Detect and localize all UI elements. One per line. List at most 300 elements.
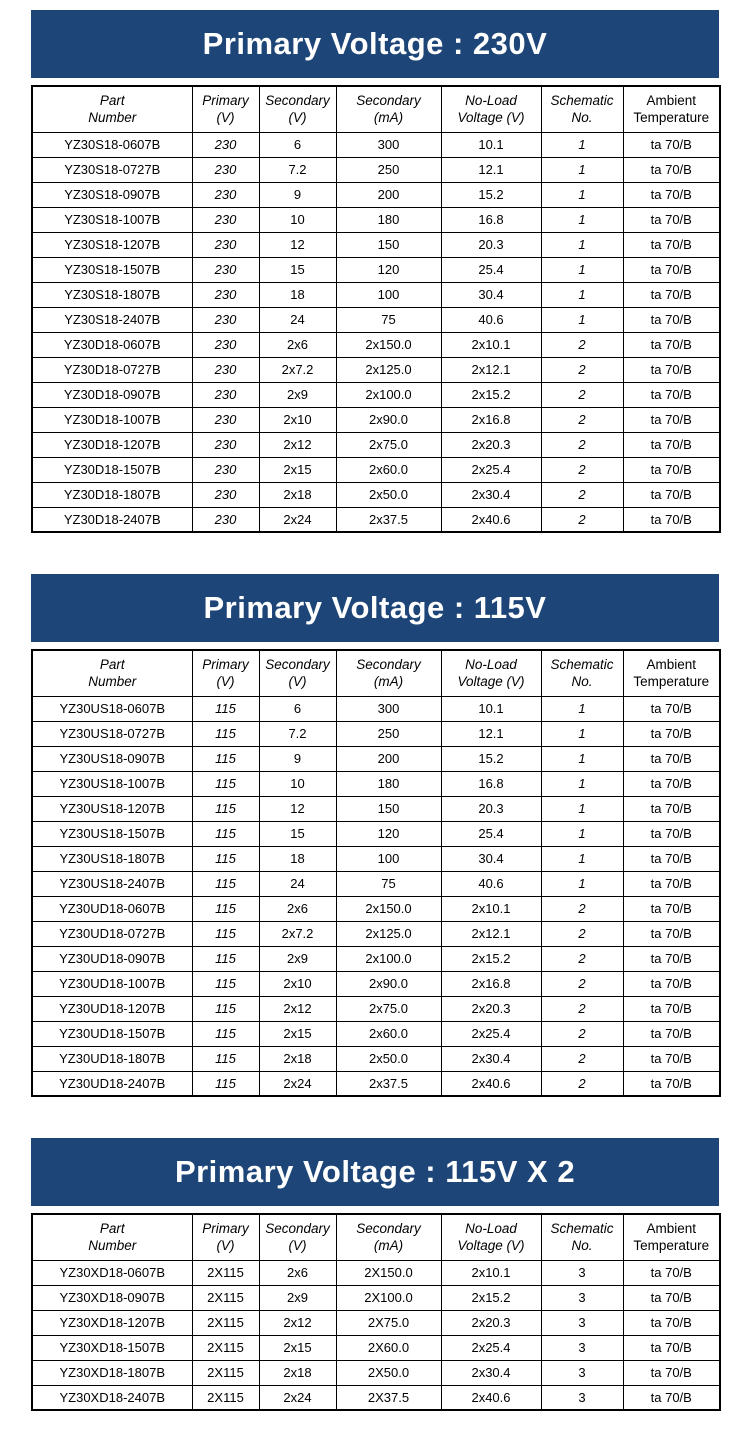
part-number-cell: YZ30D18-0607B [32, 332, 192, 357]
table-row [32, 921, 720, 946]
no-load-voltage-cell: 2x20.3 [441, 1310, 541, 1335]
no-load-voltage-cell: 30.4 [441, 846, 541, 871]
ambient-temperature-cell: ta 70/B [623, 157, 720, 182]
part-number-cell: YZ30US18-0607B [32, 696, 192, 721]
schematic-no-cell: 2 [541, 946, 623, 971]
no-load-voltage-cell: 2x40.6 [441, 507, 541, 532]
no-load-voltage-cell: 2x10.1 [441, 332, 541, 357]
part-number-cell: YZ30S18-1207B [32, 232, 192, 257]
secondary-current-cell: 2x150.0 [336, 332, 441, 357]
schematic-no-cell: 1 [541, 207, 623, 232]
primary-voltage-cell: 115 [192, 796, 259, 821]
schematic-no-cell: 2 [541, 357, 623, 382]
no-load-voltage-cell: 2x25.4 [441, 457, 541, 482]
part-number-cell: YZ30UD18-0907B [32, 946, 192, 971]
primary-voltage-cell: 115 [192, 871, 259, 896]
no-load-voltage-cell: 2x30.4 [441, 482, 541, 507]
schematic-no-cell: 1 [541, 157, 623, 182]
ambient-temperature-cell: ta 70/B [623, 382, 720, 407]
secondary-voltage-cell: 10 [259, 771, 336, 796]
secondary-voltage-cell: 9 [259, 182, 336, 207]
secondary-voltage-cell: 12 [259, 796, 336, 821]
table-row [32, 846, 720, 871]
column-header-part-number: Part Number [32, 86, 192, 132]
schematic-no-cell: 3 [541, 1335, 623, 1360]
secondary-current-cell: 2X60.0 [336, 1335, 441, 1360]
secondary-voltage-cell: 2x15 [259, 1021, 336, 1046]
table-row [32, 182, 720, 207]
ambient-temperature-cell: ta 70/B [623, 921, 720, 946]
secondary-voltage-cell: 12 [259, 232, 336, 257]
secondary-current-cell: 2X100.0 [336, 1285, 441, 1310]
column-header-primary-voltage: Primary (V) [192, 86, 259, 132]
ambient-temperature-cell: ta 70/B [623, 332, 720, 357]
part-number-cell: YZ30D18-1007B [32, 407, 192, 432]
ambient-temperature-cell: ta 70/B [623, 1310, 720, 1335]
table-row [32, 282, 720, 307]
part-number-cell: YZ30US18-0907B [32, 746, 192, 771]
table-header [32, 650, 720, 696]
table-row [32, 357, 720, 382]
spec-table-115vx2 [31, 1213, 721, 1411]
primary-voltage-cell: 2X115 [192, 1310, 259, 1335]
schematic-no-cell: 2 [541, 1021, 623, 1046]
schematic-no-cell: 3 [541, 1260, 623, 1285]
schematic-no-cell: 2 [541, 1071, 623, 1096]
primary-voltage-cell: 2X115 [192, 1385, 259, 1410]
ambient-temperature-cell: ta 70/B [623, 771, 720, 796]
secondary-current-cell: 250 [336, 157, 441, 182]
column-header-ambient-temperature: Ambient Temperature [623, 1214, 720, 1260]
ambient-temperature-cell: ta 70/B [623, 746, 720, 771]
part-number-cell: YZ30S18-1507B [32, 257, 192, 282]
part-number-cell: YZ30UD18-0727B [32, 921, 192, 946]
secondary-voltage-cell: 2x12 [259, 432, 336, 457]
schematic-no-cell: 1 [541, 746, 623, 771]
table-row [32, 157, 720, 182]
column-header-primary-voltage: Primary (V) [192, 1214, 259, 1260]
table-row [32, 721, 720, 746]
secondary-current-cell: 2X75.0 [336, 1310, 441, 1335]
secondary-voltage-cell: 2x7.2 [259, 921, 336, 946]
primary-voltage-cell: 115 [192, 896, 259, 921]
secondary-current-cell: 120 [336, 257, 441, 282]
secondary-voltage-cell: 6 [259, 132, 336, 157]
secondary-current-cell: 300 [336, 696, 441, 721]
schematic-no-cell: 1 [541, 721, 623, 746]
table-row [32, 1285, 720, 1310]
secondary-current-cell: 75 [336, 871, 441, 896]
table-row [32, 332, 720, 357]
part-number-cell: YZ30D18-1807B [32, 482, 192, 507]
table-row [32, 257, 720, 282]
secondary-voltage-cell: 6 [259, 696, 336, 721]
column-header-schematic-no: Schematic No. [541, 1214, 623, 1260]
primary-voltage-cell: 230 [192, 507, 259, 532]
schematic-no-cell: 1 [541, 232, 623, 257]
ambient-temperature-cell: ta 70/B [623, 1260, 720, 1285]
primary-voltage-cell: 115 [192, 996, 259, 1021]
primary-voltage-cell: 115 [192, 921, 259, 946]
primary-voltage-cell: 115 [192, 946, 259, 971]
schematic-no-cell: 1 [541, 282, 623, 307]
primary-voltage-cell: 230 [192, 432, 259, 457]
ambient-temperature-cell: ta 70/B [623, 721, 720, 746]
no-load-voltage-cell: 2x25.4 [441, 1335, 541, 1360]
ambient-temperature-cell: ta 70/B [623, 482, 720, 507]
ambient-temperature-cell: ta 70/B [623, 1285, 720, 1310]
secondary-voltage-cell: 15 [259, 821, 336, 846]
secondary-current-cell: 2x90.0 [336, 971, 441, 996]
table-body [32, 696, 720, 1096]
secondary-current-cell: 100 [336, 282, 441, 307]
primary-voltage-cell: 2X115 [192, 1285, 259, 1310]
ambient-temperature-cell: ta 70/B [623, 1021, 720, 1046]
column-header-secondary-current: Secondary (mA) [336, 1214, 441, 1260]
primary-voltage-cell: 230 [192, 382, 259, 407]
no-load-voltage-cell: 30.4 [441, 282, 541, 307]
table-row [32, 307, 720, 332]
table-title: Primary Voltage : 115V X 2 [174, 1154, 576, 1189]
no-load-voltage-cell: 2x25.4 [441, 1021, 541, 1046]
table-section-115vx2 [31, 1138, 719, 1411]
secondary-voltage-cell: 2x18 [259, 1046, 336, 1071]
table-row [32, 821, 720, 846]
secondary-current-cell: 2x50.0 [336, 482, 441, 507]
part-number-cell: YZ30D18-0727B [32, 357, 192, 382]
table-row [32, 1021, 720, 1046]
part-number-cell: YZ30UD18-1507B [32, 1021, 192, 1046]
table-row [32, 207, 720, 232]
schematic-no-cell: 2 [541, 482, 623, 507]
part-number-cell: YZ30XD18-1207B [32, 1310, 192, 1335]
schematic-no-cell: 1 [541, 821, 623, 846]
primary-voltage-cell: 230 [192, 282, 259, 307]
primary-voltage-cell: 115 [192, 1046, 259, 1071]
secondary-voltage-cell: 2x6 [259, 1260, 336, 1285]
part-number-cell: YZ30US18-1207B [32, 796, 192, 821]
schematic-no-cell: 1 [541, 132, 623, 157]
part-number-cell: YZ30D18-1507B [32, 457, 192, 482]
table-row [32, 871, 720, 896]
secondary-current-cell: 2x150.0 [336, 896, 441, 921]
table-body [32, 1260, 720, 1410]
no-load-voltage-cell: 25.4 [441, 257, 541, 282]
column-header-no-load-voltage: No-Load Voltage (V) [441, 86, 541, 132]
table-row [32, 796, 720, 821]
part-number-cell: YZ30US18-0727B [32, 721, 192, 746]
part-number-cell: YZ30XD18-0607B [32, 1260, 192, 1285]
secondary-voltage-cell: 9 [259, 746, 336, 771]
part-number-cell: YZ30S18-1007B [32, 207, 192, 232]
spec-table-230v [31, 85, 721, 533]
spec-table-115v [31, 649, 721, 1097]
secondary-current-cell: 2x50.0 [336, 1046, 441, 1071]
column-header-secondary-voltage: Secondary (V) [259, 650, 336, 696]
ambient-temperature-cell: ta 70/B [623, 821, 720, 846]
ambient-temperature-cell: ta 70/B [623, 796, 720, 821]
primary-voltage-cell: 115 [192, 846, 259, 871]
part-number-cell: YZ30S18-0727B [32, 157, 192, 182]
secondary-current-cell: 120 [336, 821, 441, 846]
column-header-secondary-current: Secondary (mA) [336, 650, 441, 696]
table-row [32, 1046, 720, 1071]
primary-voltage-cell: 115 [192, 771, 259, 796]
primary-voltage-cell: 230 [192, 357, 259, 382]
schematic-no-cell: 1 [541, 796, 623, 821]
secondary-current-cell: 2x100.0 [336, 946, 441, 971]
no-load-voltage-cell: 40.6 [441, 871, 541, 896]
table-row [32, 382, 720, 407]
primary-voltage-cell: 115 [192, 1021, 259, 1046]
ambient-temperature-cell: ta 70/B [623, 232, 720, 257]
secondary-voltage-cell: 2x12 [259, 1310, 336, 1335]
primary-voltage-cell: 230 [192, 132, 259, 157]
table-section-115v [31, 574, 719, 1097]
table-header [32, 86, 720, 132]
column-header-secondary-voltage: Secondary (V) [259, 86, 336, 132]
schematic-no-cell: 2 [541, 1046, 623, 1071]
schematic-no-cell: 1 [541, 871, 623, 896]
secondary-current-cell: 2x37.5 [336, 507, 441, 532]
part-number-cell: YZ30S18-1807B [32, 282, 192, 307]
primary-voltage-cell: 115 [192, 1071, 259, 1096]
no-load-voltage-cell: 40.6 [441, 307, 541, 332]
primary-voltage-cell: 230 [192, 182, 259, 207]
ambient-temperature-cell: ta 70/B [623, 182, 720, 207]
part-number-cell: YZ30XD18-1807B [32, 1360, 192, 1385]
table-row [32, 1360, 720, 1385]
secondary-current-cell: 180 [336, 207, 441, 232]
ambient-temperature-cell: ta 70/B [623, 996, 720, 1021]
secondary-voltage-cell: 18 [259, 846, 336, 871]
primary-voltage-cell: 230 [192, 232, 259, 257]
secondary-voltage-cell: 2x15 [259, 1335, 336, 1360]
primary-voltage-cell: 115 [192, 971, 259, 996]
part-number-cell: YZ30US18-1507B [32, 821, 192, 846]
header-row [32, 650, 720, 696]
no-load-voltage-cell: 2x40.6 [441, 1071, 541, 1096]
schematic-no-cell: 2 [541, 432, 623, 457]
ambient-temperature-cell: ta 70/B [623, 132, 720, 157]
table-title: Primary Voltage : 115V [203, 590, 547, 625]
secondary-voltage-cell: 10 [259, 207, 336, 232]
secondary-current-cell: 150 [336, 232, 441, 257]
secondary-current-cell: 2x75.0 [336, 432, 441, 457]
part-number-cell: YZ30S18-2407B [32, 307, 192, 332]
primary-voltage-cell: 115 [192, 821, 259, 846]
primary-voltage-cell: 230 [192, 482, 259, 507]
secondary-voltage-cell: 2x10 [259, 971, 336, 996]
no-load-voltage-cell: 15.2 [441, 746, 541, 771]
ambient-temperature-cell: ta 70/B [623, 1046, 720, 1071]
primary-voltage-cell: 230 [192, 457, 259, 482]
column-header-ambient-temperature: Ambient Temperature [623, 86, 720, 132]
primary-voltage-cell: 2X115 [192, 1360, 259, 1385]
part-number-cell: YZ30S18-0607B [32, 132, 192, 157]
secondary-voltage-cell: 2x10 [259, 407, 336, 432]
no-load-voltage-cell: 20.3 [441, 232, 541, 257]
table-row [32, 1071, 720, 1096]
secondary-current-cell: 2x60.0 [336, 457, 441, 482]
part-number-cell: YZ30UD18-1207B [32, 996, 192, 1021]
schematic-no-cell: 1 [541, 696, 623, 721]
schematic-no-cell: 1 [541, 771, 623, 796]
no-load-voltage-cell: 16.8 [441, 207, 541, 232]
table-row [32, 457, 720, 482]
table-row [32, 946, 720, 971]
secondary-current-cell: 2x100.0 [336, 382, 441, 407]
primary-voltage-cell: 230 [192, 207, 259, 232]
ambient-temperature-cell: ta 70/B [623, 357, 720, 382]
secondary-voltage-cell: 2x18 [259, 482, 336, 507]
secondary-current-cell: 100 [336, 846, 441, 871]
primary-voltage-cell: 115 [192, 721, 259, 746]
no-load-voltage-cell: 2x10.1 [441, 896, 541, 921]
schematic-no-cell: 2 [541, 507, 623, 532]
part-number-cell: YZ30UD18-0607B [32, 896, 192, 921]
secondary-current-cell: 2x125.0 [336, 357, 441, 382]
table-row [32, 996, 720, 1021]
no-load-voltage-cell: 25.4 [441, 821, 541, 846]
table-row [32, 507, 720, 532]
no-load-voltage-cell: 2x16.8 [441, 407, 541, 432]
schematic-no-cell: 3 [541, 1385, 623, 1410]
secondary-voltage-cell: 2x9 [259, 1285, 336, 1310]
primary-voltage-cell: 115 [192, 746, 259, 771]
no-load-voltage-cell: 10.1 [441, 132, 541, 157]
ambient-temperature-cell: ta 70/B [623, 696, 720, 721]
no-load-voltage-cell: 2x15.2 [441, 382, 541, 407]
column-header-secondary-voltage: Secondary (V) [259, 1214, 336, 1260]
no-load-voltage-cell: 2x30.4 [441, 1046, 541, 1071]
secondary-voltage-cell: 2x9 [259, 382, 336, 407]
secondary-voltage-cell: 24 [259, 307, 336, 332]
ambient-temperature-cell: ta 70/B [623, 257, 720, 282]
primary-voltage-cell: 2X115 [192, 1260, 259, 1285]
schematic-no-cell: 1 [541, 182, 623, 207]
secondary-current-cell: 180 [336, 771, 441, 796]
secondary-current-cell: 2X150.0 [336, 1260, 441, 1285]
table-title: Primary Voltage : 230V [202, 26, 548, 61]
table-title-banner [31, 574, 719, 642]
schematic-no-cell: 2 [541, 332, 623, 357]
secondary-current-cell: 2x125.0 [336, 921, 441, 946]
secondary-current-cell: 2x60.0 [336, 1021, 441, 1046]
table-row [32, 1260, 720, 1285]
part-number-cell: YZ30US18-1807B [32, 846, 192, 871]
table-section-230v [31, 10, 719, 533]
schematic-no-cell: 1 [541, 257, 623, 282]
table-row [32, 771, 720, 796]
secondary-current-cell: 2X50.0 [336, 1360, 441, 1385]
primary-voltage-cell: 2X115 [192, 1335, 259, 1360]
schematic-no-cell: 2 [541, 382, 623, 407]
no-load-voltage-cell: 2x10.1 [441, 1260, 541, 1285]
table-body [32, 132, 720, 532]
secondary-current-cell: 2x37.5 [336, 1071, 441, 1096]
schematic-no-cell: 2 [541, 971, 623, 996]
table-title-banner [31, 1138, 719, 1206]
secondary-current-cell: 300 [336, 132, 441, 157]
no-load-voltage-cell: 10.1 [441, 696, 541, 721]
secondary-voltage-cell: 2x12 [259, 996, 336, 1021]
no-load-voltage-cell: 2x15.2 [441, 1285, 541, 1310]
schematic-no-cell: 2 [541, 896, 623, 921]
table-row [32, 896, 720, 921]
ambient-temperature-cell: ta 70/B [623, 207, 720, 232]
primary-voltage-cell: 230 [192, 307, 259, 332]
schematic-no-cell: 3 [541, 1310, 623, 1335]
part-number-cell: YZ30S18-0907B [32, 182, 192, 207]
part-number-cell: YZ30D18-0907B [32, 382, 192, 407]
ambient-temperature-cell: ta 70/B [623, 457, 720, 482]
ambient-temperature-cell: ta 70/B [623, 1335, 720, 1360]
part-number-cell: YZ30UD18-2407B [32, 1071, 192, 1096]
secondary-current-cell: 75 [336, 307, 441, 332]
table-row [32, 432, 720, 457]
no-load-voltage-cell: 2x20.3 [441, 996, 541, 1021]
ambient-temperature-cell: ta 70/B [623, 871, 720, 896]
column-header-part-number: Part Number [32, 650, 192, 696]
part-number-cell: YZ30XD18-1507B [32, 1335, 192, 1360]
primary-voltage-cell: 230 [192, 407, 259, 432]
secondary-voltage-cell: 15 [259, 257, 336, 282]
schematic-no-cell: 2 [541, 407, 623, 432]
schematic-no-cell: 3 [541, 1285, 623, 1310]
part-number-cell: YZ30D18-1207B [32, 432, 192, 457]
no-load-voltage-cell: 16.8 [441, 771, 541, 796]
table-header [32, 1214, 720, 1260]
secondary-current-cell: 200 [336, 746, 441, 771]
secondary-voltage-cell: 2x6 [259, 896, 336, 921]
secondary-voltage-cell: 18 [259, 282, 336, 307]
table-row [32, 1310, 720, 1335]
table-row [32, 696, 720, 721]
column-header-part-number: Part Number [32, 1214, 192, 1260]
table-row [32, 482, 720, 507]
table-title-banner [31, 10, 719, 78]
part-number-cell: YZ30US18-2407B [32, 871, 192, 896]
schematic-no-cell: 2 [541, 996, 623, 1021]
ambient-temperature-cell: ta 70/B [623, 307, 720, 332]
no-load-voltage-cell: 12.1 [441, 721, 541, 746]
secondary-current-cell: 250 [336, 721, 441, 746]
part-number-cell: YZ30US18-1007B [32, 771, 192, 796]
table-row [32, 746, 720, 771]
schematic-no-cell: 1 [541, 307, 623, 332]
secondary-voltage-cell: 7.2 [259, 157, 336, 182]
no-load-voltage-cell: 2x12.1 [441, 921, 541, 946]
column-header-schematic-no: Schematic No. [541, 86, 623, 132]
part-number-cell: YZ30UD18-1007B [32, 971, 192, 996]
no-load-voltage-cell: 2x12.1 [441, 357, 541, 382]
table-row [32, 1385, 720, 1410]
table-row [32, 232, 720, 257]
no-load-voltage-cell: 2x16.8 [441, 971, 541, 996]
secondary-voltage-cell: 2x24 [259, 1385, 336, 1410]
secondary-voltage-cell: 2x6 [259, 332, 336, 357]
ambient-temperature-cell: ta 70/B [623, 896, 720, 921]
column-header-secondary-current: Secondary (mA) [336, 86, 441, 132]
secondary-voltage-cell: 2x18 [259, 1360, 336, 1385]
secondary-voltage-cell: 2x24 [259, 1071, 336, 1096]
ambient-temperature-cell: ta 70/B [623, 282, 720, 307]
ambient-temperature-cell: ta 70/B [623, 946, 720, 971]
secondary-voltage-cell: 24 [259, 871, 336, 896]
no-load-voltage-cell: 2x20.3 [441, 432, 541, 457]
no-load-voltage-cell: 20.3 [441, 796, 541, 821]
